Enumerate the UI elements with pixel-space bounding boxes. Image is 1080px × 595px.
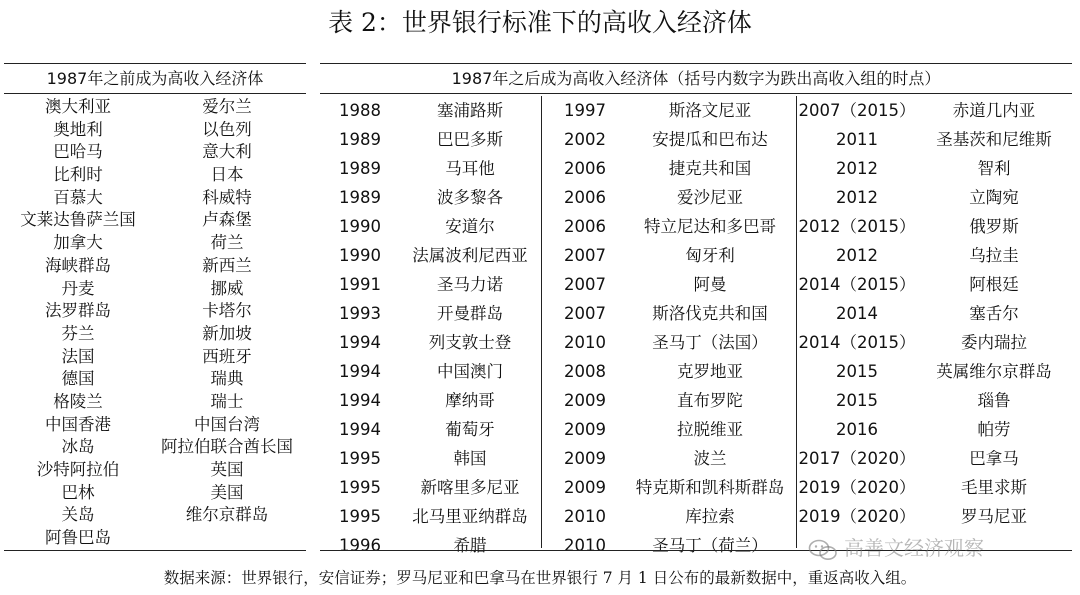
year-cell: 2017（2020） (798, 449, 916, 468)
year-cell: 1997 (564, 101, 606, 120)
country-cell: 法罗群岛 (45, 301, 111, 321)
right-top-rule (320, 63, 1072, 64)
country-cell: 特克斯和凯科斯群岛 (635, 478, 785, 497)
left-bottom-rule (4, 550, 306, 551)
country-cell: 圣马力诺 (437, 275, 503, 294)
country-cell: 奥地利 (53, 119, 103, 139)
country-cell: 匈牙利 (685, 246, 735, 265)
left-country-column-2 (152, 96, 302, 550)
country-cell: 安道尔 (445, 217, 495, 236)
country-cell: 文莱达鲁萨兰国 (20, 210, 136, 230)
watermark (808, 532, 984, 561)
year-cell: 2010 (564, 507, 606, 526)
country-cell: 葡萄牙 (445, 420, 495, 439)
country-cell: 新加坡 (202, 323, 252, 343)
left-header-rule (4, 93, 306, 94)
country-cell: 拉脱维亚 (677, 420, 743, 439)
year-cell: 2012 (836, 246, 878, 265)
country-cell: 赤道几内亚 (952, 101, 1036, 120)
country-cell: 沙特阿拉伯 (36, 460, 120, 479)
country-cell: 毛里求斯 (961, 478, 1027, 497)
country-cell: 瑞典 (210, 369, 244, 389)
country-cell: 中国澳门 (437, 362, 503, 381)
year-cell: 1988 (339, 101, 381, 120)
country-cell: 海峡群岛 (45, 255, 111, 275)
country-cell: 百慕大 (53, 187, 103, 207)
country-cell: 新喀里多尼亚 (420, 478, 520, 497)
country-cell: 委内瑞拉 (961, 333, 1027, 352)
left-country-column-1 (3, 96, 153, 550)
country-cell: 捷克共和国 (668, 159, 752, 178)
country-cell: 英国 (210, 460, 244, 479)
wechat-icon (808, 539, 838, 561)
country-cell: 马耳他 (445, 159, 495, 178)
country-cell: 挪威 (210, 278, 244, 298)
country-cell: 科威特 (202, 187, 252, 207)
country-cell: 澳大利亚 (45, 97, 111, 116)
year-cell: 1994 (339, 391, 381, 410)
country-cell: 帕劳 (977, 420, 1011, 439)
country-cell: 塞舌尔 (969, 304, 1019, 323)
country-cell: 比利时 (53, 165, 103, 185)
country-cell: 希腊 (453, 536, 487, 555)
country-cell: 瑞士 (210, 391, 244, 411)
year-cell: 1993 (339, 304, 381, 323)
year-cell: 2006 (564, 159, 606, 178)
year-cell: 1995 (339, 478, 381, 497)
year-cell: 2008 (564, 362, 606, 381)
country-cell: 圣基茨和尼维斯 (936, 130, 1052, 149)
country-cell: 中国台湾 (194, 414, 260, 434)
country-cell: 特立尼达和多巴哥 (644, 217, 776, 236)
country-cell: 爱沙尼亚 (677, 188, 743, 207)
country-cell: 荷兰 (210, 233, 244, 253)
year-cell: 2016 (836, 420, 878, 439)
year-cell: 1991 (339, 275, 381, 294)
country-cell: 斯洛伐克共和国 (652, 304, 768, 323)
country-cell: 西班牙 (202, 346, 252, 366)
country-cell: 波兰 (693, 449, 727, 468)
group3-country-column (915, 96, 1073, 560)
country-cell: 智利 (977, 159, 1011, 178)
year-cell: 1994 (339, 333, 381, 352)
year-cell: 2009 (564, 420, 606, 439)
country-cell: 冰岛 (61, 437, 95, 457)
year-cell: 1994 (339, 362, 381, 381)
year-cell: 2010 (564, 536, 606, 555)
country-cell: 美国 (210, 482, 244, 502)
right-header-rule (320, 93, 1072, 94)
year-cell: 1989 (339, 159, 381, 178)
year-cell: 2014 (836, 304, 878, 323)
year-cell: 2007（2015） (798, 101, 916, 120)
country-cell: 格陵兰 (53, 391, 103, 411)
year-cell: 2007 (564, 246, 606, 265)
year-cell: 2019（2020） (798, 478, 916, 497)
country-cell: 圣马丁（法国） (652, 333, 768, 352)
country-cell: 阿根廷 (969, 275, 1019, 294)
year-cell: 2014（2015） (798, 275, 916, 294)
country-cell (152, 527, 302, 550)
year-cell: 2019（2020） (798, 507, 916, 526)
year-cell: 2010 (564, 333, 606, 352)
watermark-text: 高善文经济观察 (844, 536, 984, 560)
country-cell: 卡塔尔 (202, 301, 252, 321)
country-cell: 波多黎各 (437, 188, 503, 207)
country-cell: 瑙鲁 (977, 391, 1011, 410)
country-cell: 日本 (210, 165, 244, 185)
column-divider (541, 96, 542, 548)
year-cell: 1996 (339, 536, 381, 555)
year-cell: 2014（2015） (798, 333, 916, 352)
country-cell: 乌拉圭 (969, 246, 1019, 265)
country-cell: 巴巴多斯 (437, 130, 503, 149)
country-cell: 克罗地亚 (677, 362, 743, 381)
country-cell: 阿拉伯联合酋长国 (161, 437, 293, 457)
year-cell: 2011 (836, 130, 878, 149)
left-top-rule (4, 63, 306, 64)
country-cell: 法国 (61, 346, 95, 366)
country-cell: 加拿大 (53, 233, 103, 253)
country-cell: 维尔京群岛 (185, 505, 269, 525)
country-cell: 俄罗斯 (969, 217, 1019, 236)
group2-year-column (545, 96, 625, 560)
year-cell: 2012 (836, 188, 878, 207)
year-cell: 2009 (564, 391, 606, 410)
country-cell: 德国 (61, 369, 95, 389)
country-cell: 阿鲁巴岛 (45, 528, 111, 548)
country-cell: 巴哈马 (53, 142, 103, 162)
source-note: 数据来源：世界银行，安信证券；罗马尼亚和巴拿马在世界银行 7 月 1 日公布的最新数据中，重返高收入组。 (163, 569, 917, 587)
year-cell: 2009 (564, 478, 606, 497)
country-cell: 以色列 (202, 119, 252, 139)
country-cell: 意大利 (202, 142, 252, 162)
year-cell: 2015 (836, 391, 878, 410)
country-cell: 韩国 (453, 449, 487, 468)
year-cell: 2007 (564, 304, 606, 323)
country-cell: 丹麦 (61, 278, 95, 298)
country-cell: 安提瓜和巴布达 (652, 130, 768, 149)
country-cell: 斯洛文尼亚 (668, 101, 752, 120)
year-cell: 1989 (339, 130, 381, 149)
country-cell: 法属波利尼西亚 (412, 246, 528, 265)
table-title: 表 2：世界银行标准下的高收入经济体 (328, 8, 752, 37)
right-header: 1987年之后成为高收入经济体（括号内数字为跌出高收入组的时点） (451, 69, 941, 88)
country-cell: 摩纳哥 (445, 391, 495, 410)
group1-country-column (400, 96, 540, 560)
country-cell: 巴拿马 (969, 449, 1019, 468)
country-cell: 列支敦士登 (428, 333, 512, 352)
country-cell: 中国香港 (45, 414, 111, 434)
country-cell: 阿曼 (693, 275, 727, 294)
year-cell: 1989 (339, 188, 381, 207)
group2-country-column (625, 96, 795, 560)
year-cell: 1995 (339, 507, 381, 526)
country-cell: 塞浦路斯 (437, 101, 503, 120)
year-cell: 1994 (339, 420, 381, 439)
year-cell: 2006 (564, 217, 606, 236)
country-cell: 关岛 (61, 505, 95, 525)
country-cell: 巴林 (61, 482, 95, 502)
left-header: 1987年之前成为高收入经济体 (46, 69, 264, 88)
year-cell: 1990 (339, 217, 381, 236)
country-cell: 罗马尼亚 (961, 507, 1027, 526)
country-cell: 新西兰 (202, 255, 252, 275)
country-cell: 圣马丁（荷兰） (652, 536, 768, 555)
year-cell: 1995 (339, 449, 381, 468)
country-cell: 开曼群岛 (437, 304, 503, 323)
country-cell: 卢森堡 (202, 210, 252, 230)
country-cell: 爱尔兰 (202, 97, 252, 116)
year-cell: 2012（2015） (798, 217, 916, 236)
country-cell: 北马里亚纳群岛 (412, 507, 528, 526)
group3-year-column (796, 96, 918, 560)
country-cell: 立陶宛 (969, 188, 1019, 207)
year-cell: 2002 (564, 130, 606, 149)
country-cell: 直布罗陀 (677, 391, 743, 410)
year-cell: 2012 (836, 159, 878, 178)
year-cell: 2007 (564, 275, 606, 294)
group1-year-column (320, 96, 400, 560)
year-cell: 2015 (836, 362, 878, 381)
country-cell: 库拉索 (685, 507, 735, 526)
year-cell: 2006 (564, 188, 606, 207)
country-cell: 芬兰 (61, 323, 95, 343)
country-cell: 英属维尔京群岛 (936, 362, 1052, 381)
year-cell: 1990 (339, 246, 381, 265)
year-cell: 2009 (564, 449, 606, 468)
